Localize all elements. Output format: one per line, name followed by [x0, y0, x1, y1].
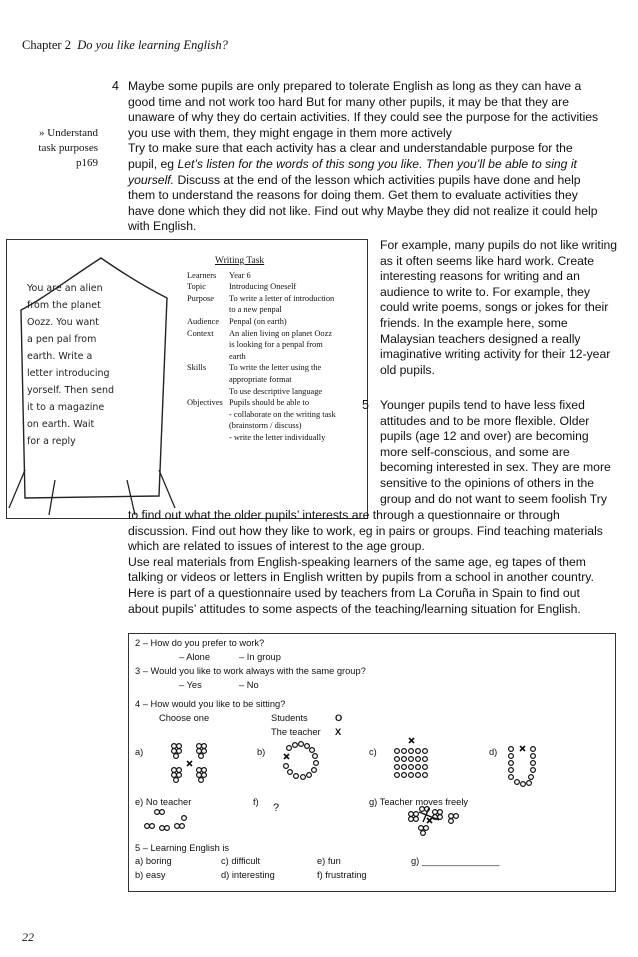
seating-g: [409, 807, 459, 836]
para-line: talking or videos or letters in English written by pupils from a school in another country.: [128, 570, 594, 585]
margin-note: [20, 126, 98, 171]
para-line: to find out what the older pupils’ interests are through a questionnaire or through: [128, 508, 560, 522]
option-f-mark: ?: [273, 802, 280, 814]
example-line: interesting reasons for writing and an: [380, 269, 580, 284]
rocket-line: earth. Write a: [27, 351, 93, 362]
writing-task-figure: [6, 239, 368, 519]
option-b: b): [257, 747, 266, 757]
writing-task-label: [187, 420, 229, 432]
example-line: imaginative writing activity for their 12-year: [380, 347, 611, 362]
para-line: discussion. Find out how they like to work, eg in pairs or groups. Find teaching materials: [128, 523, 603, 538]
para-text: pupil, eg: [128, 156, 178, 171]
para-line: [128, 173, 623, 189]
q3-option: – No: [239, 680, 259, 690]
chapter-title: Do you like learning English?: [77, 38, 228, 52]
writing-task-value: appropriate format: [229, 374, 292, 384]
writing-task-title: Writing Task: [215, 256, 265, 266]
option-d: d): [489, 747, 498, 757]
margin-note-line: p169: [76, 157, 98, 169]
para-line: with English.: [128, 219, 197, 234]
rocket-line: Oozz. You want: [27, 317, 100, 328]
writing-task-value: - write the letter individually: [229, 432, 326, 442]
margin-note-line: » Understand: [39, 127, 98, 139]
q2-option: – In group: [239, 652, 281, 662]
writing-task-label: Objectives: [187, 398, 223, 408]
rocket-line: it to a magazine: [27, 402, 105, 413]
q5-option: a) boring: [135, 856, 172, 866]
q5-option: c) difficult: [221, 856, 261, 866]
q5-option: d) interesting: [221, 870, 275, 880]
writing-task-value: To write a letter of introduction: [229, 293, 335, 303]
example-text: [380, 238, 630, 378]
option-g: g) Teacher moves freely: [369, 797, 469, 807]
rocket-text: [27, 280, 157, 450]
section-5-narrow: [380, 398, 630, 507]
option-f: f): [253, 797, 259, 807]
page-number: 22: [22, 930, 34, 944]
q5-option: [411, 855, 499, 868]
rocket-line: from the planet: [27, 300, 101, 311]
para-line: sensitive to the opinions of others in the: [380, 475, 595, 490]
seating-c: [395, 738, 428, 777]
option-e: e) No teacher: [135, 797, 192, 807]
para-line: group and do not want to seem foolish Try: [380, 491, 607, 506]
example-line: old pupils.: [380, 362, 435, 377]
para-line: Try to make sure that each activity has a clear and understandable purpose for the: [128, 141, 573, 156]
example-line: as it often seems like hard work. Create: [380, 253, 595, 268]
writing-task-row: [187, 386, 362, 398]
writing-task-value: Introducing Oneself: [229, 282, 297, 292]
question-5: 5 – Learning English is: [135, 843, 230, 853]
q3-option: – Yes: [179, 680, 202, 690]
q5-option: b) easy: [135, 870, 166, 880]
writing-task-label: [187, 386, 229, 398]
writing-task-label: Learners: [187, 270, 217, 280]
para-line: unaware of why they do certain activities. If they could see the purpose for the activities: [128, 110, 599, 125]
writing-task-row: [187, 362, 362, 374]
writing-task-label: Purpose: [187, 293, 214, 303]
example-line: could write poems, songs or jokes for their: [380, 300, 609, 315]
teacher-label: The teacher: [271, 727, 321, 737]
writing-task-row: [187, 293, 362, 305]
seating-d: [509, 746, 536, 786]
chapter-label: Chapter 2: [22, 38, 71, 52]
section-4-body: [128, 79, 623, 235]
question-3: 3 – Would you like to work always with the same group?: [135, 666, 366, 676]
writing-task-label: [187, 304, 229, 316]
writing-task-table: [187, 256, 362, 444]
para-line: attitudes and to be more flexible. Older: [380, 413, 590, 428]
para-line: Maybe some pupils are only prepared to tolerate English as long as they can have a: [128, 79, 582, 93]
writing-task-value: is looking for a penpal from: [229, 340, 323, 350]
seating-e: [145, 810, 187, 831]
students-label: Students: [271, 713, 308, 723]
questionnaire-box: [128, 633, 616, 892]
teacher-symbol: X: [335, 727, 342, 737]
writing-task-label: [187, 351, 229, 363]
answer-blank: _______________: [421, 856, 500, 866]
rocket-line: You are an alien: [27, 283, 103, 294]
para-text: Discuss at the end of the lesson which activities pupils have done and help: [174, 172, 581, 187]
seating-a: [172, 744, 207, 783]
example-line: friends. In the example here, some: [380, 315, 568, 330]
para-line: Use real materials from English-speaking learners of the same age, eg tapes of them: [128, 554, 586, 569]
writing-task-value: earth: [229, 351, 246, 361]
para-line: more self-conscious, and some are: [380, 444, 570, 459]
writing-task-value: Pupils should be able to: [229, 398, 310, 408]
section-5-wide: [128, 508, 628, 617]
section-number: 4: [112, 79, 119, 93]
writing-task-value: (brainstorm / discuss): [229, 421, 302, 431]
writing-task-label: [187, 432, 229, 444]
writing-task-row: [187, 397, 362, 409]
q5-option: e) fun: [317, 856, 341, 866]
writing-task-value: Penpal (on earth): [229, 316, 287, 326]
para-line: [128, 157, 623, 173]
writing-task-label: [187, 339, 229, 351]
rocket-line: for a reply: [27, 436, 76, 447]
writing-task-label: Skills: [187, 363, 207, 373]
para-line: which are related to issues of interest to the age group.: [128, 539, 425, 554]
para-line: becoming interested in sex. They are more: [380, 460, 611, 475]
writing-task-row: [187, 304, 362, 316]
seating-diagrams: [129, 734, 615, 844]
option-c: c): [369, 747, 377, 757]
example-line: audience to write to. For example, they: [380, 284, 591, 299]
para-line: Younger pupils tend to have less fixed: [380, 398, 585, 412]
writing-task-row: [187, 432, 362, 444]
rocket-line: a pen pal from: [27, 334, 97, 345]
para-line: have done which they did not like. Find out why Maybe they did not realize it could help: [128, 203, 598, 218]
section-number: 5: [362, 398, 369, 412]
writing-task-label: Topic: [187, 282, 206, 292]
writing-task-value: Year 6: [229, 270, 251, 280]
question-2: 2 – How do you prefer to work?: [135, 638, 265, 648]
para-line: you use with them, they might engage in them more actively: [128, 125, 452, 140]
writing-task-row: [187, 374, 362, 386]
writing-task-row: [187, 420, 362, 432]
writing-task-row: [187, 316, 362, 328]
students-symbol: O: [335, 713, 343, 723]
chapter-header: [22, 38, 228, 53]
seating-b: [284, 742, 319, 780]
writing-task-value: To use descriptive language: [229, 386, 323, 396]
writing-task-row: [187, 270, 362, 282]
writing-task-label: Audience: [187, 316, 220, 326]
writing-task-label: [187, 374, 229, 386]
writing-task-row: [187, 339, 362, 351]
example-line: Malaysian teachers designed a really: [380, 331, 581, 346]
writing-task-value: To write the letter using the: [229, 363, 322, 373]
para-line: Here is part of a questionnaire used by teachers from La Coruña in Spain to find out: [128, 585, 580, 600]
writing-task-row: [187, 409, 362, 421]
writing-task-value: - collaborate on the writing task: [229, 409, 336, 419]
choose-one: Choose one: [159, 713, 210, 723]
example-line: For example, many pupils do not like writing: [380, 238, 618, 252]
rocket-line: on earth. Wait: [27, 419, 95, 430]
para-line: them to understand the reasons for doing them. Get them to evaluate activities they: [128, 188, 578, 203]
option-a: a): [135, 747, 144, 757]
writing-task-value: to a new penpal: [229, 305, 282, 315]
rocket-line: letter introducing: [27, 368, 110, 379]
writing-task-row: [187, 328, 362, 340]
q5-option: f) frustrating: [317, 870, 367, 880]
writing-task-row: [187, 351, 362, 363]
para-line: about pupils’ attitudes to some aspects of the teaching/learning situation for English.: [128, 601, 581, 616]
writing-task-label: [187, 409, 229, 421]
writing-task-rows: [187, 270, 362, 444]
question-4: 4 – How would you like to be sitting?: [135, 699, 286, 709]
writing-task-value: An alien living on planet Oozz: [229, 328, 333, 338]
para-italic: yourself.: [128, 172, 175, 187]
para-line: pupils (age 12 and over) are becoming: [380, 429, 589, 444]
q5-option-g: g): [411, 856, 420, 866]
rocket-line: yorself. Then send: [27, 385, 115, 396]
margin-note-line: task purposes: [38, 142, 98, 154]
para-line: good time and not work too hard But for many other pupils, it may be that they are: [128, 94, 570, 109]
para-italic: Let’s listen for the words of this song you like. Then you’ll be able to sing it: [177, 156, 577, 171]
writing-task-row: [187, 281, 362, 293]
writing-task-label: Context: [187, 328, 214, 338]
q2-option: – Alone: [179, 652, 211, 662]
